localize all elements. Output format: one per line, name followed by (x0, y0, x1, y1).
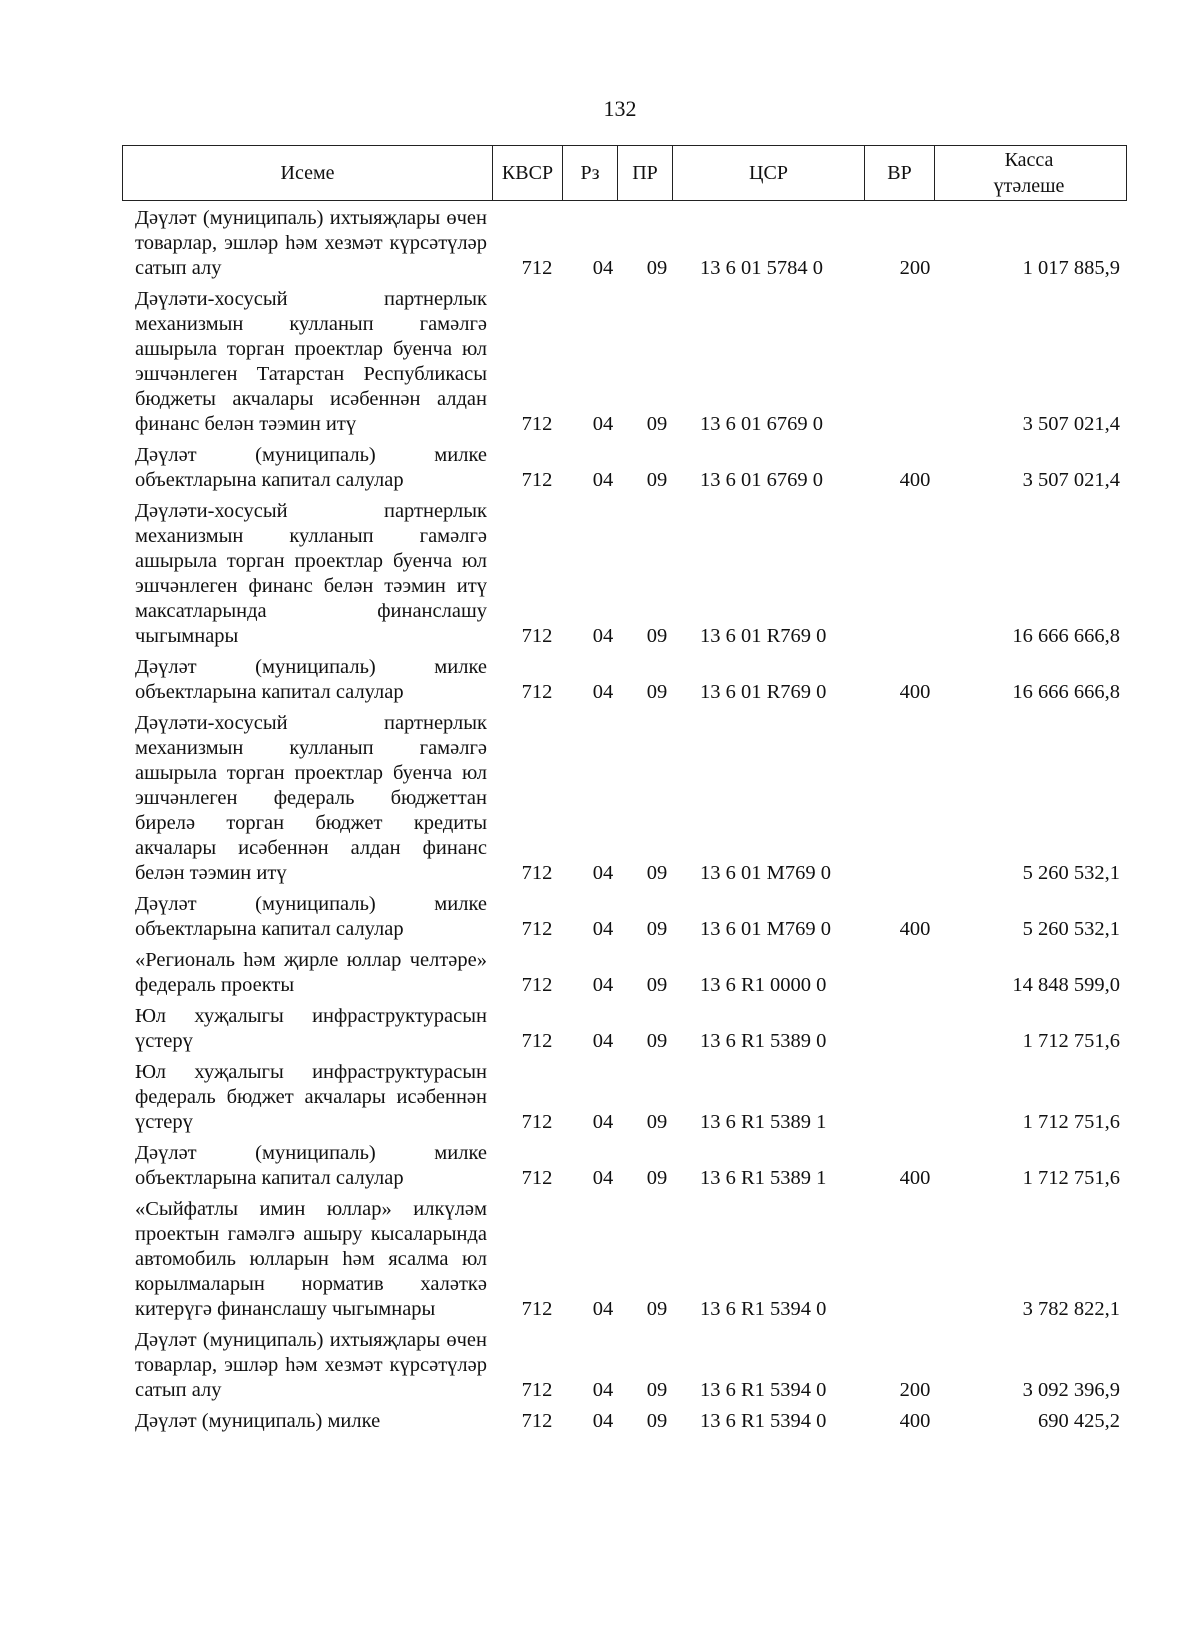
row-kvsr: 712 (521, 625, 553, 647)
header-tsr: ЦСР (673, 146, 865, 200)
row-amount: 5 260 532,1 (1022, 918, 1120, 940)
row-tsr: 13 6 R1 5394 0 (700, 1298, 827, 1320)
row-pr: 09 (646, 1030, 668, 1052)
row-pr: 09 (646, 974, 668, 996)
row-kvsr: 712 (521, 1379, 553, 1401)
header-kassa-line2: үтәлеше (993, 175, 1065, 197)
row-tsr: 13 6 R1 0000 0 (700, 974, 827, 996)
row-amount: 1 712 751,6 (1022, 1111, 1120, 1133)
row-tsr: 13 6 R1 5394 0 (700, 1410, 827, 1432)
row-pr: 09 (646, 1167, 668, 1189)
row-pr: 09 (646, 681, 668, 703)
row-kvsr: 712 (521, 257, 553, 279)
row-amount: 3 507 021,4 (1022, 413, 1120, 435)
row-name: Дәүләт (муниципаль) ихтыяҗлары өчен товарлар, эшләр һәм хезмәт күрсәтүләр сатып алу (135, 207, 487, 279)
row-kvsr: 712 (521, 1410, 553, 1432)
row-amount: 16 666 666,8 (1012, 625, 1120, 647)
row-tsr: 13 6 R1 5389 1 (700, 1167, 827, 1189)
row-tsr: 13 6 01 R769 0 (700, 681, 827, 703)
row-pr: 09 (646, 1111, 668, 1133)
row-amount: 690 425,2 (1038, 1410, 1120, 1432)
row-tsr: 13 6 R1 5389 1 (700, 1111, 827, 1133)
row-vr: 400 (899, 918, 931, 940)
header-vr: ВР (865, 146, 935, 200)
row-kvsr: 712 (521, 413, 553, 435)
row-tsr: 13 6 R1 5394 0 (700, 1379, 827, 1401)
row-kvsr: 712 (521, 918, 553, 940)
row-rz: 04 (592, 918, 614, 940)
row-kvsr: 712 (521, 1030, 553, 1052)
table-row (0, 711, 1200, 886)
row-vr: 200 (899, 1379, 931, 1401)
row-amount: 3 507 021,4 (1022, 469, 1120, 491)
row-tsr: 13 6 R1 5389 0 (700, 1030, 827, 1052)
row-kvsr: 712 (521, 862, 553, 884)
row-pr: 09 (646, 1298, 668, 1320)
row-kvsr: 712 (521, 974, 553, 996)
row-rz: 04 (592, 413, 614, 435)
row-amount: 1 712 751,6 (1022, 1030, 1120, 1052)
row-vr: 400 (899, 681, 931, 703)
row-rz: 04 (592, 862, 614, 884)
row-tsr: 13 6 01 6769 0 (700, 413, 823, 435)
row-name: Дәүләт (муниципаль) милке объектларына капитал салулар (135, 893, 487, 940)
row-name: Дәүләт (муниципаль) милке объектларына капитал салулар (135, 656, 487, 703)
table-row (0, 1141, 1200, 1191)
row-rz: 04 (592, 625, 614, 647)
row-rz: 04 (592, 1167, 614, 1189)
table-row (0, 1060, 1200, 1135)
row-pr: 09 (646, 625, 668, 647)
row-rz: 04 (592, 974, 614, 996)
row-vr: 400 (899, 1410, 931, 1432)
row-rz: 04 (592, 469, 614, 491)
row-pr: 09 (646, 862, 668, 884)
row-pr: 09 (646, 257, 668, 279)
table-row (0, 443, 1200, 493)
table-body (0, 206, 1200, 1440)
table-row (0, 655, 1200, 705)
row-rz: 04 (592, 1298, 614, 1320)
row-tsr: 13 6 01 M769 0 (700, 862, 831, 884)
row-vr: 400 (899, 469, 931, 491)
row-amount: 1 712 751,6 (1022, 1167, 1120, 1189)
row-name: Дәүләт (муниципаль) милке объектларына капитал салулар (135, 444, 487, 491)
row-name: Юл хуҗалыгы инфраструктурасын федераль бюджет акчалары исәбеннән үстерү (135, 1061, 487, 1133)
header-kassa-line1: Касса (1004, 149, 1054, 171)
row-pr: 09 (646, 918, 668, 940)
row-name: Дәүләт (муниципаль) ихтыяҗлары өчен товарлар, эшләр һәм хезмәт күрсәтүләр сатып алу (135, 1329, 487, 1401)
row-rz: 04 (592, 1379, 614, 1401)
page-number: 132 (603, 96, 637, 121)
row-pr: 09 (646, 1379, 668, 1401)
row-amount: 16 666 666,8 (1012, 681, 1120, 703)
row-kvsr: 712 (521, 681, 553, 703)
row-vr: 200 (899, 257, 931, 279)
table-row (0, 1004, 1200, 1054)
row-amount: 5 260 532,1 (1022, 862, 1120, 884)
row-amount: 3 782 822,1 (1022, 1298, 1120, 1320)
row-kvsr: 712 (521, 469, 553, 491)
header-name: Исеме (123, 146, 493, 200)
row-amount: 3 092 396,9 (1022, 1379, 1120, 1401)
header-kassa (935, 146, 1123, 200)
row-name: Дәүләти-хосусый партнерлык механизмын кулланып гамәлгә ашырыла торган проектлар буенча юл эшчәнлеген финанс белән тәэмин итү максатларында финанслашу чыгымнары (135, 500, 487, 647)
row-tsr: 13 6 01 6769 0 (700, 469, 823, 491)
header-kvsr: КВСР (493, 146, 563, 200)
row-name: Дәүләти-хосусый партнерлык механизмын кулланып гамәлгә ашырыла торган проектлар буенча юл эшчәнлеген федераль бюджеттан бирелә торган бюджет кредиты акчалары исәбеннән алдан финанс белән тәэмин итү (135, 712, 487, 884)
row-pr: 09 (646, 413, 668, 435)
row-rz: 04 (592, 1111, 614, 1133)
row-kvsr: 712 (521, 1167, 553, 1189)
table-header (122, 145, 1127, 201)
row-pr: 09 (646, 469, 668, 491)
table-row (0, 499, 1200, 649)
row-rz: 04 (592, 1030, 614, 1052)
row-tsr: 13 6 01 M769 0 (700, 918, 831, 940)
row-name: Дәүләт (муниципаль) милке объектларына капитал салулар (135, 1142, 487, 1189)
row-vr: 400 (899, 1167, 931, 1189)
row-name: Юл хуҗалыгы инфраструктурасын үстерү (135, 1005, 487, 1052)
row-name: «Региональ һәм җирле юллар челтәре» федераль проекты (135, 949, 487, 996)
row-rz: 04 (592, 257, 614, 279)
row-name: Дәүләти-хосусый партнерлык механизмын кулланып гамәлгә ашырыла торган проектлар буенча юл эшчәнлеген Татарстан Республикасы бюджеты акчалары исәбеннән алдан финанс белән тәэмин итү (135, 288, 487, 435)
row-name: «Сыйфатлы имин юллар» илкүләм проектын гамәлгә ашыру кысаларында автомобиль юлларын һәм ясалма юл корылмаларын норматив халәткә китерүгә финанслашу чыгымнары (135, 1198, 487, 1320)
row-amount: 1 017 885,9 (1022, 257, 1120, 279)
table-row (0, 206, 1200, 281)
row-tsr: 13 6 01 5784 0 (700, 257, 823, 279)
row-tsr: 13 6 01 R769 0 (700, 625, 827, 647)
row-name: Дәүләт (муниципаль) милке (135, 1410, 381, 1432)
table-row (0, 948, 1200, 998)
table-row (0, 1409, 1200, 1434)
header-pr: ПР (618, 146, 673, 200)
row-rz: 04 (592, 681, 614, 703)
row-kvsr: 712 (521, 1298, 553, 1320)
row-amount: 14 848 599,0 (1012, 974, 1120, 996)
header-rz: Рз (563, 146, 618, 200)
table-row (0, 1197, 1200, 1322)
table-row (0, 287, 1200, 437)
row-kvsr: 712 (521, 1111, 553, 1133)
row-pr: 09 (646, 1410, 668, 1432)
row-rz: 04 (592, 1410, 614, 1432)
table-row (0, 892, 1200, 942)
table-row (0, 1328, 1200, 1403)
